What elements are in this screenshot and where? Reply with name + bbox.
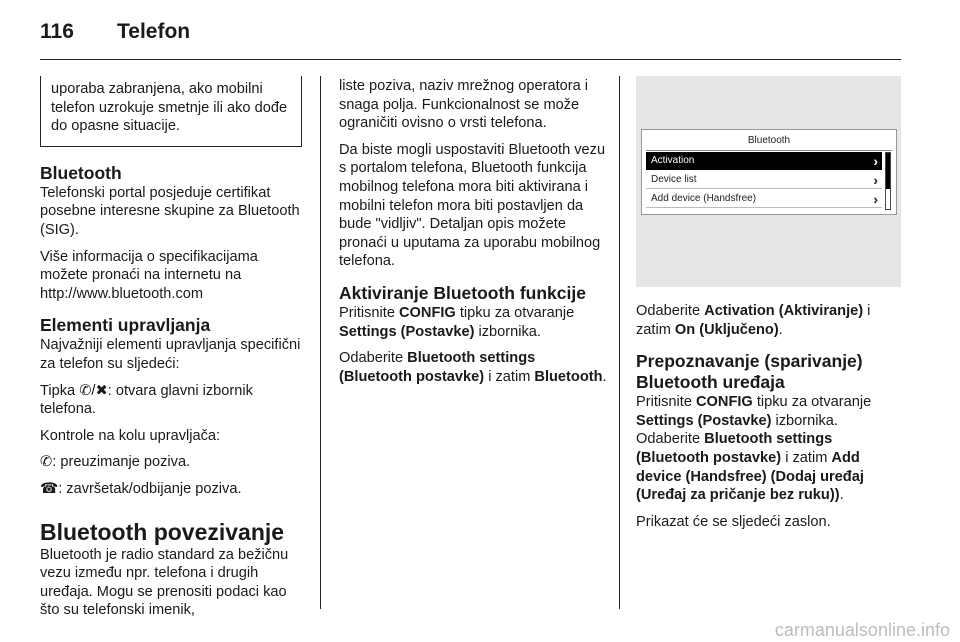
header-rule — [40, 59, 901, 60]
menu-item-label: Add device (Handsfree) — [651, 193, 757, 204]
phone-key-icon: ✆/✖ — [79, 382, 108, 399]
text-run: izbornika. — [474, 323, 541, 340]
text-run: izbornika. Odaberite — [636, 412, 838, 448]
text-run: i zatim — [781, 449, 832, 466]
col3-paragraph-1 — [636, 302, 906, 339]
pairing-heading: Prepoznavanje (sparivanje) Bluetooth uređaja — [636, 351, 863, 393]
text-run: Pritisnite — [339, 304, 400, 321]
screen-title-divider — [646, 150, 892, 151]
bluetooth-connection-heading: Bluetooth povezivanje — [40, 518, 285, 545]
bluetooth-paragraph-2: Više informacija o specifikacijama možete pronaći na internetu na http://www.bluetooth.com — [40, 248, 258, 302]
text-run: tipku za otvaranje — [455, 304, 575, 321]
accept-call-text: : preuzimanje poziva. — [52, 454, 191, 471]
controls-paragraph-1: Najvažniji elementi upravljanja specifični za telefon su sljedeći: — [40, 337, 301, 372]
text-run: Odaberite — [636, 303, 705, 319]
page-number: 116 — [40, 20, 74, 43]
chevron-right-icon: › — [873, 153, 878, 169]
chevron-right-icon: › — [873, 172, 878, 188]
scrollbar-thumb[interactable] — [886, 153, 890, 189]
settings-menu-label: Settings (Postavke) — [636, 412, 772, 429]
bluetooth-connection-paragraph: Bluetooth je radio standard za bežičnu vezu između npr. telefona i drugih uređaja. Mogu se prenositi podaci kao što su telefonski imenik, — [40, 546, 289, 619]
bluetooth-menu-screen — [641, 129, 897, 215]
text-run: Pritisnite — [636, 394, 697, 411]
text-run: . — [602, 368, 607, 385]
accept-call-icon: ✆ — [40, 454, 53, 471]
menu-item-label: Activation — [651, 155, 695, 166]
controls-paragraph-2 — [40, 382, 302, 419]
warning-note-text: uporaba zabranjena, ako mobilni telefon uzrokuje smetnje ili ako dođe do opasne situacije. — [51, 81, 288, 135]
menu-item-device-list[interactable] — [646, 171, 882, 189]
activate-paragraph-2 — [339, 349, 607, 386]
text-run: i zatim — [484, 368, 535, 385]
config-key-label: CONFIG — [399, 304, 456, 321]
reject-call-line — [40, 480, 302, 499]
config-key-label: CONFIG — [696, 394, 753, 411]
menu-item-label: Device list — [651, 174, 697, 185]
column-1 — [40, 76, 302, 628]
bluetooth-settings-label: Bluetooth settings (Bluetooth postavke) — [339, 350, 536, 385]
column-2 — [339, 77, 607, 394]
activation-label: Activation (Aktiviranje) — [704, 303, 864, 319]
menu-item-add-device[interactable] — [646, 190, 882, 208]
activate-bluetooth-heading: Aktiviranje Bluetooth funkcije — [339, 282, 586, 303]
column-3 — [636, 302, 906, 539]
settings-menu-label: Settings (Postavke) — [339, 323, 475, 340]
bluetooth-screen-figure — [636, 76, 901, 287]
accept-call-line — [40, 453, 302, 472]
column-divider-2 — [619, 76, 620, 609]
col2-paragraph-1: liste poziva, naziv mrežnog operatora i snaga polja. Funkcionalnost se može ograničiti ovisno o vrsti telefona. — [339, 78, 589, 132]
screen-title: Bluetooth — [747, 135, 791, 146]
page-title: Telefon — [117, 20, 191, 43]
warning-note-box — [40, 76, 302, 147]
col2-paragraph-2: Da biste mogli uspostaviti Bluetooth vezu s portalom telefona, Bluetooth funkcija mobilnog telefona mora biti aktivirana i mobilni telefon mora biti postavljen da bude "vidljiv". Detaljan opis možete pronaći u uputama za uporabu mobilnog telefona. — [339, 141, 606, 270]
reject-call-icon: ☎ — [40, 480, 59, 497]
menu-item-activation[interactable] — [646, 152, 882, 170]
column-divider-1 — [320, 76, 321, 609]
controls-heading: Elementi upravljanja — [40, 315, 211, 336]
tipka-description: : otvara glavni izbornik telefona. — [40, 382, 253, 418]
bluetooth-paragraph-1: Telefonski portal posjeduje certifikat posebne interesne skupine za Bluetooth (SIG). — [40, 184, 300, 238]
bluetooth-heading: Bluetooth — [40, 162, 122, 183]
bluetooth-label: Bluetooth — [534, 368, 603, 385]
tipka-label: Tipka — [40, 382, 80, 399]
add-device-label: Add device (Handsfree) (Dodaj uređaj (Uređaj za pričanje bez ruku)) — [636, 449, 864, 504]
text-run: tipku za otvaranje — [752, 394, 872, 411]
screen-scrollbar[interactable] — [885, 152, 891, 210]
col3-paragraph-2 — [636, 393, 906, 505]
text-run: i zatim — [636, 303, 871, 338]
reject-call-text: : završetak/odbijanje poziva. — [58, 480, 242, 497]
text-run: . — [778, 321, 783, 338]
chevron-right-icon: › — [873, 191, 878, 207]
on-label: On (Uključeno) — [674, 321, 779, 338]
watermark: carmanualsonline.info — [774, 620, 950, 640]
bluetooth-settings-label: Bluetooth settings (Bluetooth postavke) — [636, 431, 833, 466]
text-run: Odaberite — [339, 350, 408, 367]
controls-paragraph-3: Kontrole na kolu upravljača: — [40, 427, 221, 444]
activate-paragraph-1 — [339, 304, 607, 341]
text-run: . — [839, 487, 844, 504]
col3-paragraph-3: Prikazat će se sljedeći zaslon. — [636, 513, 831, 530]
